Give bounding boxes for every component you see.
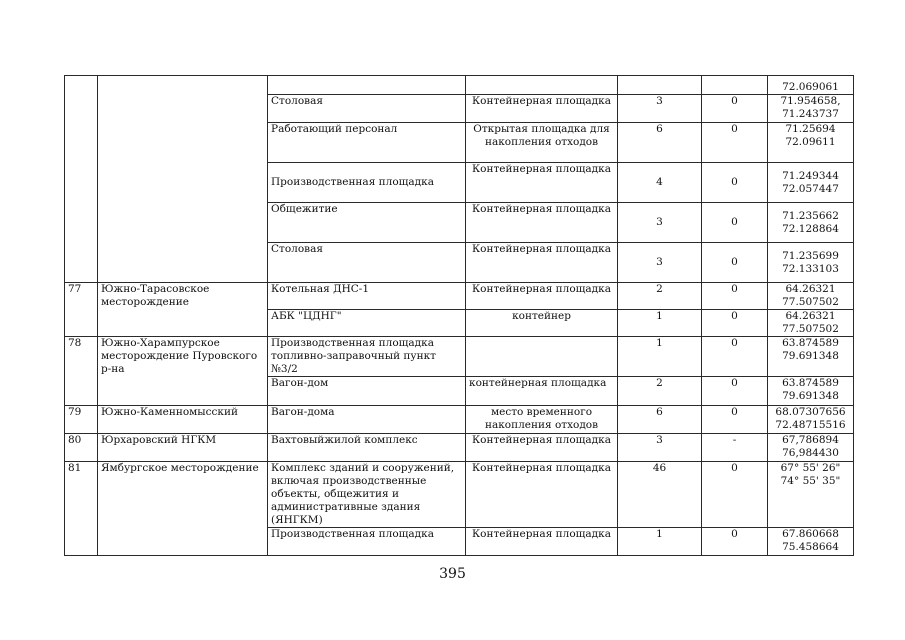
cell-count: 3 — [618, 203, 702, 243]
cell-object: Производственная площадка — [268, 163, 466, 203]
waste-sites-table — [64, 75, 854, 556]
page-number: 395 — [439, 566, 466, 582]
cell-coords — [768, 310, 854, 337]
coord-line: 67.860668 — [782, 528, 839, 540]
coord-line: 72.48715516 — [775, 419, 846, 431]
table-body — [65, 76, 854, 556]
cell-coords — [768, 462, 854, 528]
cell-field: Юрхаровский НГКМ — [98, 434, 268, 462]
cell-place — [466, 76, 618, 95]
coord-line: 72.133103 — [782, 262, 839, 275]
coord-line: 71.954658, — [780, 95, 841, 107]
cell-volume: 0 — [702, 406, 768, 434]
cell-count: 3 — [618, 434, 702, 462]
cell-volume: 0 — [702, 283, 768, 310]
cell-object: Вагон-дом — [268, 377, 466, 406]
cell-coords — [768, 163, 854, 203]
cell-number — [65, 76, 98, 283]
coord-line: 75.458664 — [782, 541, 839, 553]
coord-line: 63.874589 — [782, 337, 839, 349]
cell-object: Столовая — [268, 243, 466, 283]
cell-volume: 0 — [702, 528, 768, 556]
cell-place: Контейнерная площадка — [466, 434, 618, 462]
table-row — [65, 283, 854, 310]
coord-line: 71.235699 — [782, 249, 839, 262]
coord-line: 72.057447 — [782, 182, 839, 195]
cell-field — [98, 76, 268, 283]
cell-volume: 0 — [702, 337, 768, 377]
cell-volume — [702, 76, 768, 95]
cell-number: 80 — [65, 434, 98, 462]
cell-number: 79 — [65, 406, 98, 434]
cell-object: Вагон-дома — [268, 406, 466, 434]
cell-place: Контейнерная площадка — [466, 203, 618, 243]
cell-object: Производственная площадка топливно-заправочный пункт №3/2 — [268, 337, 466, 377]
cell-place: Контейнерная площадка — [466, 95, 618, 123]
cell-volume: - — [702, 434, 768, 462]
coord-line: 72.128864 — [782, 222, 839, 235]
coord-line: 64.26321 — [785, 310, 836, 322]
cell-place: Контейнерная площадка — [466, 283, 618, 310]
cell-place: Открытая площадка для накопления отходов — [466, 123, 618, 163]
cell-place: Контейнерная площадка — [466, 462, 618, 528]
coord-line: 71.243737 — [782, 108, 839, 120]
cell-count: 4 — [618, 163, 702, 203]
cell-volume: 0 — [702, 95, 768, 123]
coord-line: 67° 55' 26" — [780, 462, 841, 474]
cell-number: 78 — [65, 337, 98, 406]
cell-count: 3 — [618, 243, 702, 283]
table-row — [65, 406, 854, 434]
cell-object: Комплекс зданий и сооружений, включая производственные объекты, общежития и административные здания (ЯНГКМ) — [268, 462, 466, 528]
cell-count: 1 — [618, 310, 702, 337]
cell-coords — [768, 203, 854, 243]
cell-volume: 0 — [702, 203, 768, 243]
cell-coords — [768, 377, 854, 406]
cell-coords — [768, 406, 854, 434]
cell-place: контейнер — [466, 310, 618, 337]
cell-volume: 0 — [702, 243, 768, 283]
cell-coords — [768, 243, 854, 283]
cell-object: Столовая — [268, 95, 466, 123]
cell-count: 1 — [618, 528, 702, 556]
coord-line: 71.249344 — [782, 169, 839, 182]
cell-place: Контейнерная площадка — [466, 163, 618, 203]
cell-volume: 0 — [702, 310, 768, 337]
cell-volume: 0 — [702, 123, 768, 163]
table-row — [65, 76, 854, 95]
cell-object: Работающий персонал — [268, 123, 466, 163]
coord-line: 74° 55' 35" — [780, 475, 841, 487]
cell-count: 3 — [618, 95, 702, 123]
cell-place: контейнерная площадка — [466, 377, 618, 406]
cell-field: Южно-Тарасовское месторождение — [98, 283, 268, 337]
cell-place — [466, 337, 618, 377]
cell-count: 1 — [618, 337, 702, 377]
coord-line: 79.691348 — [782, 390, 839, 402]
coord-line: 72.09611 — [785, 136, 836, 148]
cell-field: Южно-Харампурское месторождение Пуровского р-на — [98, 337, 268, 406]
coord-line: 63.874589 — [782, 377, 839, 389]
cell-object: Общежитие — [268, 203, 466, 243]
coord-line: 77.507502 — [782, 323, 839, 335]
cell-count: 6 — [618, 406, 702, 434]
cell-field: Ямбургское месторождение — [98, 462, 268, 556]
cell-coords — [768, 123, 854, 163]
cell-volume: 0 — [702, 163, 768, 203]
coord-line: 77.507502 — [782, 296, 839, 308]
cell-count: 2 — [618, 377, 702, 406]
cell-count — [618, 76, 702, 95]
table-row — [65, 462, 854, 528]
cell-place: место временного накопления отходов — [466, 406, 618, 434]
cell-coords — [768, 76, 854, 95]
cell-field: Южно-Каменномысский — [98, 406, 268, 434]
coord-line: 79.691348 — [782, 350, 839, 362]
cell-object: Вахтовыйжилой комплекс — [268, 434, 466, 462]
cell-count: 46 — [618, 462, 702, 528]
cell-count: 2 — [618, 283, 702, 310]
cell-volume: 0 — [702, 462, 768, 528]
table-row — [65, 337, 854, 377]
cell-coords — [768, 283, 854, 310]
cell-place: Контейнерная площадка — [466, 528, 618, 556]
cell-count: 6 — [618, 123, 702, 163]
cell-volume: 0 — [702, 377, 768, 406]
cell-object — [268, 76, 466, 95]
coord-line: 76,984430 — [782, 447, 839, 459]
coord-line: 68.07307656 — [775, 406, 846, 418]
cell-coords — [768, 95, 854, 123]
coord-line: 72.069061 — [782, 81, 839, 93]
coord-line: 64.26321 — [785, 283, 836, 295]
cell-object: Производственная площадка — [268, 528, 466, 556]
table-row — [65, 434, 854, 462]
cell-coords — [768, 528, 854, 556]
coord-line: 67,786894 — [782, 434, 839, 446]
cell-object: АБК "ЦДНГ" — [268, 310, 466, 337]
coord-line: 71.25694 — [785, 123, 836, 135]
cell-object: Котельная ДНС-1 — [268, 283, 466, 310]
coord-line: 71.235662 — [782, 209, 839, 222]
cell-coords — [768, 434, 854, 462]
cell-coords — [768, 337, 854, 377]
cell-number: 77 — [65, 283, 98, 337]
cell-number: 81 — [65, 462, 98, 556]
cell-place: Контейнерная площадка — [466, 243, 618, 283]
